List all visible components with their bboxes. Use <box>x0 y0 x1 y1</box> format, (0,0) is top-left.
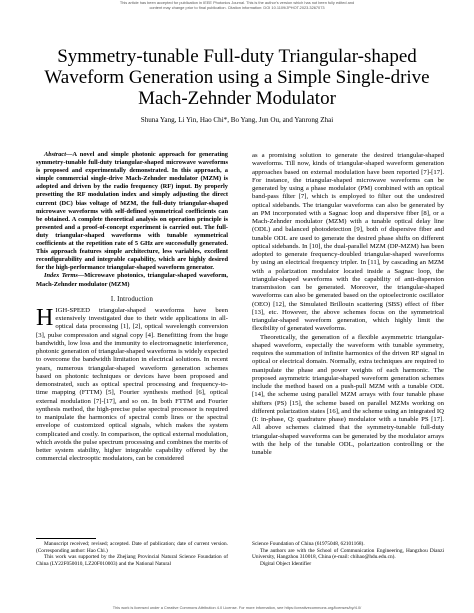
footnotes-right <box>252 541 444 567</box>
right-paragraph-2: Theoretically, the generation of a flexible asymmetric triangular-shaped waveform, especially the waveform with tunable symmetry, requires the summation of infinite harmonics of the driven RF signal in optical or electrical domain. Normally, extra techniques are required to manipulate the phase and power weights of each harmonic. The proposed asymmetric triangular-shaped waveform generation schemes include the method based on a push-pull MZM with a tunable ODL [14], the scheme using parallel MZM arrays with four tunable phase shifters (PS) [15], the scheme based on parallel MZMs working on different polarization states [16], and the scheme using an integrated IQ (I: in-phase, Q: quadrature phase) modulator with a tunable PS [17]. All above schemes claimed that the symmetry-tunable full-duty triangular-shaped waveforms can be generated by the modulator arrays with the help of the tunable ODL, polarization controlling or the tunable <box>252 333 444 456</box>
right-paragraph-1: as a promising solution to generate the desired triangular-shaped waveforms. Till now, kinds of triangular-shaped waveform generation approaches based on external modulation have been reported [7]-[17]. For instance, the triangular-shaped microwave waveforms can be generated by using a phase modulator (PM) combined with an optical band-pass filter [7], which is employed to filter out the undesired optical sidebands. The triangular waveforms can also be generated by an PM incorporated with a Sagnac loop and dispersive fiber [8], or a Mach-Zehnder modulator (MZM) with a tunable optical delay line (ODL) and balanced photodetection [9], both of dispersive fiber and tunable ODL are used to generate the desired phase shifts on different optical sidebands. In [10], the dual-parallel MZM (DP-MZM) has been adopted to generate frequency-doubled triangular-shaped waveforms by using an electrical frequency tripler. In [11], by cascading an MZM with a polarization modulator located inside a Sagnac loop, the triangular-shaped waveforms with the capability of anti-dispersion transmission can be generated. Moreover, the triangular-shaped waveforms can also be generated based on the optoelectronic oscillator (OEO) [12], the Simulated Brillouin scattering (SBS) effect of fiber [13], etc. However, the above schemes focus on the symmetrical triangular-shaped waveform generation, which highly limit the flexibility of generated waveforms. <box>252 152 444 333</box>
license-banner: This work is licensed under a Creative Commons Attribution 4.0 License. For more information, see https://creativecommons.org/licenses/by/4.0/ <box>112 605 362 610</box>
abstract-label: Abstract <box>44 151 67 158</box>
banner-line-1: This article has been accepted for publication in IEEE Photonics Journal. This is the author's version which has not been fully edited and <box>119 0 355 5</box>
journal-banner <box>0 0 474 11</box>
footnote-rule <box>36 538 96 539</box>
abstract <box>36 151 228 272</box>
abstract-text: —A novel and simple photonic approach for generating symmetry-tunable full-duty triangular-shaped microwave waveforms is proposed and experimentally demonstrated. In this approach, a simple commercial single-drive Mach-Zehnder modulator (MZM) is adopted and driven by the radio frequency (RF) input. By properly presetting the RF modulation index and simply adjusting the direct current (DC) bias voltage of MZM, the full-duty triangular-shaped microwave waveforms with self-defined symmetrical coefficients can be obtained. A complete theoretical analysis on operation principle is presented and a proof-of-concept experiment is carried out. The full-duty triangular-shaped waveforms with tunable symmetrical coefficients at the repetition rate of 5 GHz are successfully generated. This approach features simple architecture, less variables, excellent reconfigurability and integrable capability, which are highly desired for the high-performance triangular-shaped waveform generator. <box>36 151 228 272</box>
right-column <box>252 152 444 457</box>
index-terms-text: —Microwave photonics, triangular-shaped waveform, Mach-Zehnder modulator (MZM) <box>36 272 228 288</box>
introduction-paragraph-1-text: IGH-SPEED triangular-shaped waveforms have been extensively investigated due to their wide applications in all-optical data processing [1], [2], optical wavelength conversion [3], pulse compression and signal copy [4]. Benefitting from the huge bandwidth, low loss and the immunity to electromagnetic interference, photonic generation of triangular-shaped waveforms is widely expected to overcome the bandwidth limitation in electrical solutions. In recent years, numerous triangular-shaped waveform generation schemes based on photonic techniques or devices have been proposed and demonstrated, such as optical spectral processing and frequency-to-time mapping (FTTM) [5], Fourier synthesis method [6], optical external modulation [7]-[17], and so on. In both FTTM and Fourier synthesis method, the high-precise pulse spectral processor is required to manipulate the harmonics of spectral comb lines or the spectral envelope of customized optical signals, which makes the system complicated and costly. In comparison, the optical external modulation, which avoids the pulse spectrum processing and combines the merits of better system stability, higher integrable capability offered by the commercial electrooptic modulators, can be considered <box>36 306 228 463</box>
left-column <box>36 151 228 464</box>
footnote-manuscript: Manuscript received; revised; accepted. Date of publication; date of current version. (Corresponding author: Hao Chi.) <box>36 541 228 554</box>
drop-cap: H <box>36 304 54 331</box>
footnote-doi: Digital Object Identifier <box>260 560 312 567</box>
footnote-funding-cont: Science Foundation of China (61975048, 62101168). <box>252 541 365 547</box>
index-terms-label: Index Terms <box>44 272 78 280</box>
author-list: Shuna Yang, Li Yin, Hao Chi*, Bo Yang, Jun Ou, and Yanrong Zhai <box>140 116 334 124</box>
footnotes-left <box>36 541 228 567</box>
section-heading-introduction: I. Introduction <box>110 295 154 303</box>
footnote-funding: This work was supported by the Zhejiang Provincial Natural Science Foundation of China (LY22F050010, LZ20F010003) and the National Natural <box>36 554 228 567</box>
footnote-affiliation: The authors are with the School of Communication Engineering, Hangzhou Dianzi University, Hangzhou 310018, China (e-mail: chihao@hdu.edu.cn). <box>252 547 444 561</box>
introduction-paragraph-1 <box>36 304 228 464</box>
index-terms <box>36 272 228 288</box>
banner-line-2: content may change prior to final publication. Citation information: DOI 10.1109/JPHOT.2023.3267073 <box>149 5 325 10</box>
paper-title: Symmetry-tunable Full-duty Triangular-shaped Waveform Generation using a Simple Single-drive Mach-Zehnder Modulator <box>44 46 430 109</box>
